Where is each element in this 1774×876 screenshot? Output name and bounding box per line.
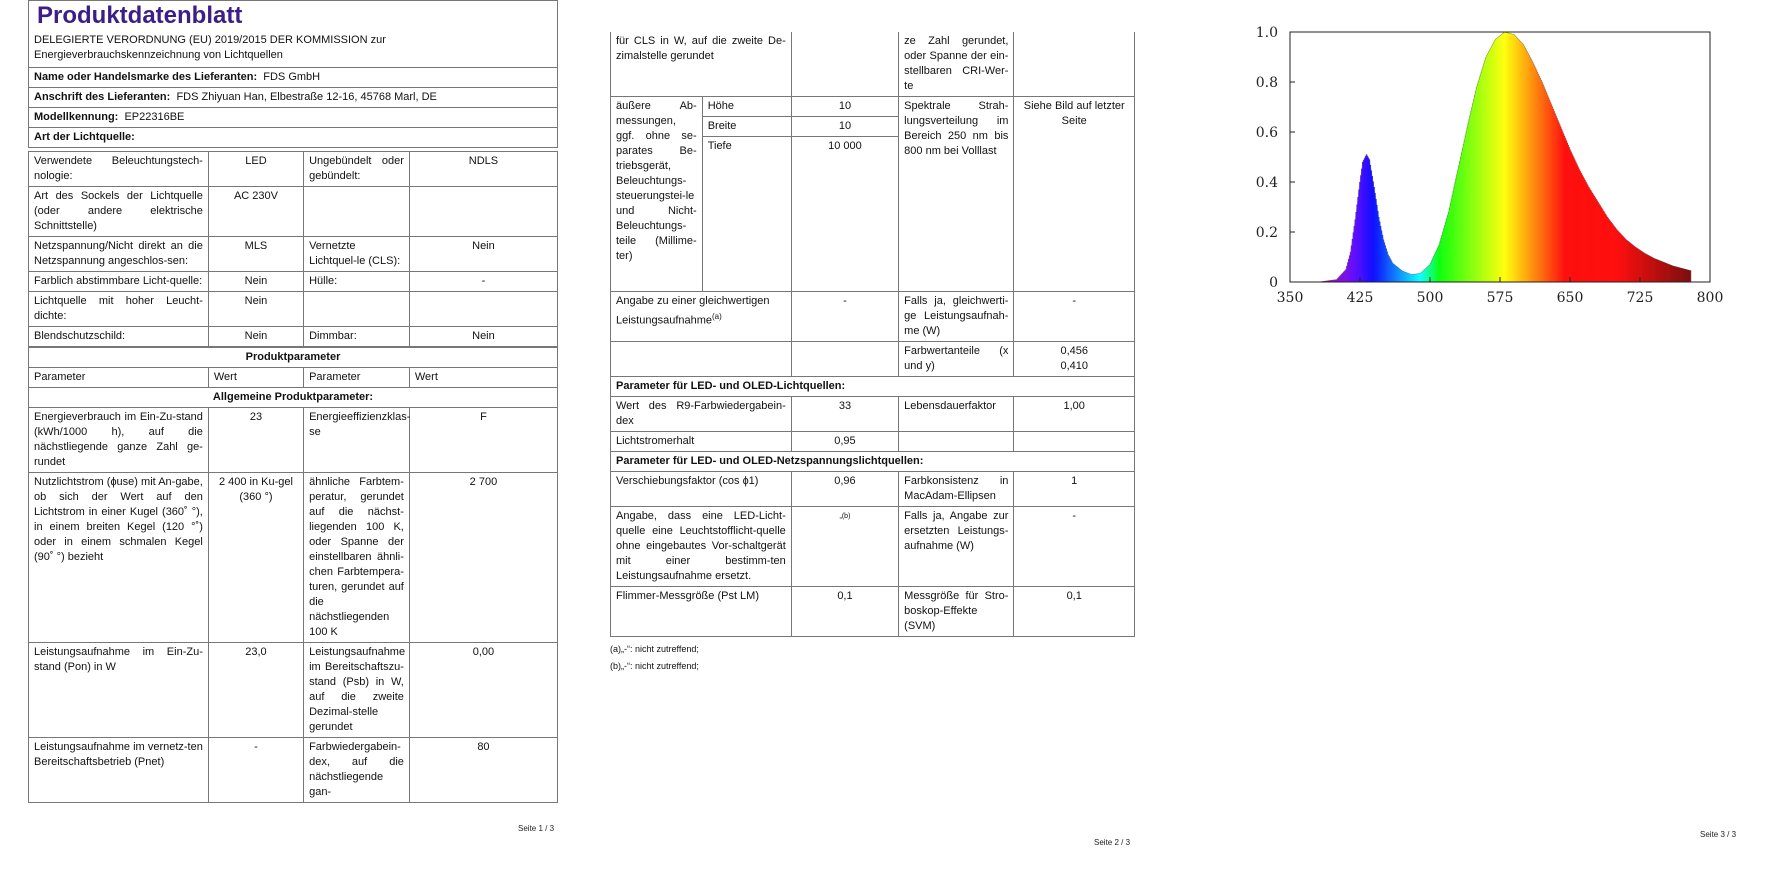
page-number-3: Seite 3 / 3: [1700, 830, 1737, 839]
light-source-label-1: Lichtquelle mit hoher Leucht-dichte:: [29, 292, 209, 327]
x-tick-label: 350: [1276, 290, 1304, 306]
x-tick-label: 500: [1416, 290, 1444, 306]
supplier-table: [28, 67, 558, 148]
x-tick-label: 425: [1346, 290, 1374, 306]
dim-name-height: Höhe: [702, 97, 791, 117]
chroma-x: 0,456: [1060, 345, 1088, 357]
product-param-label-1: Leistungsaufnahme im Ein-Zu-stand (Pon) in W: [29, 643, 209, 738]
chroma-label: Farbwertanteile (x und y): [899, 342, 1014, 377]
shift-value: 0,96: [791, 472, 898, 507]
x-tick-label: 725: [1626, 290, 1654, 306]
light-source-value-2: NDLS: [409, 152, 557, 187]
flicker-label: Flimmer-Messgröße (Pst LM): [611, 587, 792, 637]
light-source-label-1: Netzspannung/Nicht direkt an die Netzspannung angeschlos-sen:: [29, 237, 209, 272]
spectrum-chart: [1190, 0, 1750, 360]
product-params-table: [28, 347, 558, 803]
life-label: Lebensdauerfaktor: [899, 397, 1014, 432]
chroma-y: 0,410: [1060, 360, 1088, 372]
shift-label: Verschiebungsfaktor (cos ɸ1): [611, 472, 792, 507]
light-source-label-1: Art des Sockels der Lichtquelle (oder andere elektrische Schnittstelle): [29, 187, 209, 237]
light-source-label-1: Farblich abstimmbare Licht-quelle:: [29, 272, 209, 292]
flicker-value: 0,1: [791, 587, 898, 637]
light-source-value-1: Nein: [208, 327, 303, 347]
light-source-label-1: Blendschutzschild:: [29, 327, 209, 347]
dimensions-label: äußere Ab-messungen, ggf. ohne se-parates Be-triebsgerät, Beleuchtungs-steuerungstei-le und Nicht-Beleuchtungs-teile (Millime-ter): [611, 97, 703, 292]
col-value-2: Wert: [409, 368, 557, 388]
light-source-label-2: Ungebündelt oder gebündelt:: [304, 152, 410, 187]
equiv-label-cell: [611, 292, 792, 342]
product-param-value-2: 0,00: [409, 643, 557, 738]
equiv-label-2: Falls ja, gleichwerti-ge Leistungsaufnah-me (W): [899, 292, 1014, 342]
product-param-row: [29, 408, 558, 473]
strobo-value: 0,1: [1014, 587, 1135, 637]
product-params-header: Produktparameter: [29, 348, 558, 368]
product-param-row: [29, 643, 558, 738]
replace-value-2: -: [1014, 507, 1135, 587]
equiv-sup: (a): [712, 312, 722, 321]
address-value: FDS Zhiyuan Han, Elbestraße 12-16, 45768 Marl, DE: [176, 91, 437, 103]
page-2: [610, 0, 1135, 847]
light-source-label-2: [304, 292, 410, 327]
light-source-row: [29, 152, 558, 187]
top-left-cell: für CLS in W, auf die zweite De-zimalstelle gerundet: [611, 32, 792, 97]
light-source-value-1: Nein: [208, 272, 303, 292]
product-param-value-1: 2 400 in Ku-gel (360 °): [208, 473, 303, 643]
top-right-cell: ze Zahl gerundet, oder Spanne der ein-stellbaren CRI-Wer-te: [899, 32, 1014, 97]
lumen-label: Lichtstromerhalt: [611, 432, 792, 452]
chroma-values: [1014, 342, 1135, 377]
address-label: Anschrift des Lieferanten:: [34, 91, 171, 103]
col-value-1: Wert: [208, 368, 303, 388]
equiv-label: Angabe zu einer gleichwertigen Leistungsaufnahme: [616, 295, 770, 327]
empty-cell: [791, 342, 898, 377]
light-source-value-2: -: [409, 272, 557, 292]
dim-value-width: 10: [791, 117, 898, 137]
light-source-value-1: LED: [208, 152, 303, 187]
footnote-b: (b)„-“: nicht zutreffend;: [610, 661, 699, 671]
empty-cell: [611, 342, 792, 377]
empty-cell: [1014, 432, 1135, 452]
col-param-2: Parameter: [304, 368, 410, 388]
light-source-value-2: Nein: [409, 327, 557, 347]
replace-value: „(b): [791, 507, 898, 587]
page-1: [28, 0, 558, 833]
dim-name-depth: Tiefe: [702, 137, 791, 292]
consist-label: Farbkonsistenz in MacAdam-Ellipsen: [899, 472, 1014, 507]
light-source-label-1: Verwendete Beleuchtungstech-nologie:: [29, 152, 209, 187]
product-param-value-1: -: [208, 738, 303, 803]
page-2-table: [610, 32, 1135, 637]
r9-value: 33: [791, 397, 898, 432]
product-param-label-1: Energieverbrauch im Ein-Zu-stand (kWh/1000 h), auf die nächstliegende ganze Zahl ge-rundet: [29, 408, 209, 473]
footnote-a: (a)„-“: nicht zutreffend;: [610, 644, 699, 654]
led-header: Parameter für LED- und OLED-Lichtquellen:: [611, 377, 1135, 397]
y-tick-label: 0.2: [1255, 225, 1278, 241]
light-source-value-2: [409, 292, 557, 327]
light-source-label-2: Vernetzte Lichtquel-le (CLS):: [304, 237, 410, 272]
light-source-label-2: Dimmbar:: [304, 327, 410, 347]
page-3: [1190, 0, 1774, 876]
light-source-label-2: [304, 187, 410, 237]
empty-cell: [899, 432, 1014, 452]
general-params-header: Allgemeine Produktparameter:: [29, 388, 558, 408]
strobo-label: Messgröße für Stro-boskop-Effekte (SVM): [899, 587, 1014, 637]
light-source-row: [29, 327, 558, 347]
col-param-1: Parameter: [29, 368, 209, 388]
product-param-row: [29, 473, 558, 643]
light-source-value-1: AC 230V: [208, 187, 303, 237]
page-title: Produktdatenblatt: [37, 2, 243, 29]
x-tick-label: 575: [1486, 290, 1514, 306]
y-tick-label: 0: [1269, 275, 1278, 291]
product-param-label-2: Leistungsaufnahme im Bereitschaftszu-stand (Psb) in W, auf die zweite Dezimal-stelle gerundet: [304, 643, 410, 738]
mains-header: Parameter für LED- und OLED-Netzspannungslichtquellen:: [611, 452, 1135, 472]
consist-value: 1: [1014, 472, 1135, 507]
supplier-row: [29, 68, 558, 88]
y-tick-label: 0.8: [1255, 75, 1278, 91]
dim-name-width: Breite: [702, 117, 791, 137]
product-param-value-2: 80: [409, 738, 557, 803]
top-empty-cell-2: [1014, 32, 1135, 97]
product-param-row: [29, 738, 558, 803]
light-source-value-2: [409, 187, 557, 237]
y-tick-label: 0.4: [1255, 175, 1278, 191]
page-1-frame: [28, 0, 558, 67]
dim-value-height: 10: [791, 97, 898, 117]
model-row: [29, 108, 558, 128]
product-param-value-1: 23,0: [208, 643, 303, 738]
product-param-label-1: Leistungsaufnahme im vernetz-ten Bereitschaftsbetrieb (Pnet): [29, 738, 209, 803]
product-param-label-2: Farbwiedergabein-dex, auf die nächstliegende gan-: [304, 738, 410, 803]
replace-label-2: Falls ja, Angabe zur ersetzten Leistungs-aufnahme (W): [899, 507, 1014, 587]
light-source-row: [29, 237, 558, 272]
supplier-label: Name oder Handelsmarke des Lieferanten:: [34, 71, 258, 83]
replace-label: Angabe, dass eine LED-Licht-quelle eine Leuchtstofflicht-quelle ohne eingebautes Vor-schaltgerät mit einer bestimm-ten Leistungsaufnahme ersetzt.: [611, 507, 792, 587]
product-param-label-2: Energieeffizienzklas-se: [304, 408, 410, 473]
spectral-label: Spektrale Strah-lungsverteilung im Bereich 250 nm bis 800 nm bei Volllast: [899, 97, 1014, 292]
light-source-value-1: MLS: [208, 237, 303, 272]
y-tick-label: 0.6: [1255, 125, 1278, 141]
product-param-label-1: Nutzlichtstrom (ɸuse) mit An-gabe, ob sich der Wert auf den Lichtstrom in einer Kugel (360˚ °), in einem breiten Kegel (120 °˚) oder in einem schmalen Kegel (90˚ °) bezieht: [29, 473, 209, 643]
x-tick-label: 800: [1696, 290, 1724, 306]
light-type-label: Art der Lichtquelle:: [29, 128, 558, 148]
light-source-table: [28, 151, 558, 347]
product-param-label-2: ähnliche Farbtem-peratur, gerundet auf die nächst-liegenden 100 K, oder Spanne der einstellbaren ähnli-chen Farbtempera-turen, gerundet auf die nächstliegenden 100 K: [304, 473, 410, 643]
dim-value-depth: 10 000: [791, 137, 898, 292]
light-source-row: [29, 292, 558, 327]
address-row: [29, 88, 558, 108]
light-source-value-2: Nein: [409, 237, 557, 272]
equiv-value-2: -: [1014, 292, 1135, 342]
r9-label: Wert des R9-Farbwiedergabein-dex: [611, 397, 792, 432]
spectral-value: Siehe Bild auf letzter Seite: [1014, 97, 1135, 292]
lumen-value: 0,95: [791, 432, 898, 452]
y-tick-label: 1.0: [1255, 25, 1278, 41]
model-label: Modellkennung:: [34, 111, 119, 123]
top-empty-cell: [791, 32, 898, 97]
light-source-label-2: Hülle:: [304, 272, 410, 292]
life-value: 1,00: [1014, 397, 1135, 432]
model-value: EP22316BE: [124, 111, 185, 123]
supplier-value: FDS GmbH: [263, 71, 321, 83]
light-source-row: [29, 187, 558, 237]
product-param-value-1: 23: [208, 408, 303, 473]
page-number-1: Seite 1 / 3: [518, 824, 555, 833]
light-source-value-1: Nein: [208, 292, 303, 327]
regulation-text: DELEGIERTE VERORDNUNG (EU) 2019/2015 DER KOMMISSION zur Energieverbrauchskennzeichnung von Lichtquellen: [34, 34, 386, 61]
product-param-value-2: 2 700: [409, 473, 557, 643]
light-source-row: [29, 272, 558, 292]
page-number-2: Seite 2 / 3: [1094, 838, 1131, 847]
equiv-value: -: [791, 292, 898, 342]
product-param-value-2: F: [409, 408, 557, 473]
x-tick-label: 650: [1556, 290, 1584, 306]
